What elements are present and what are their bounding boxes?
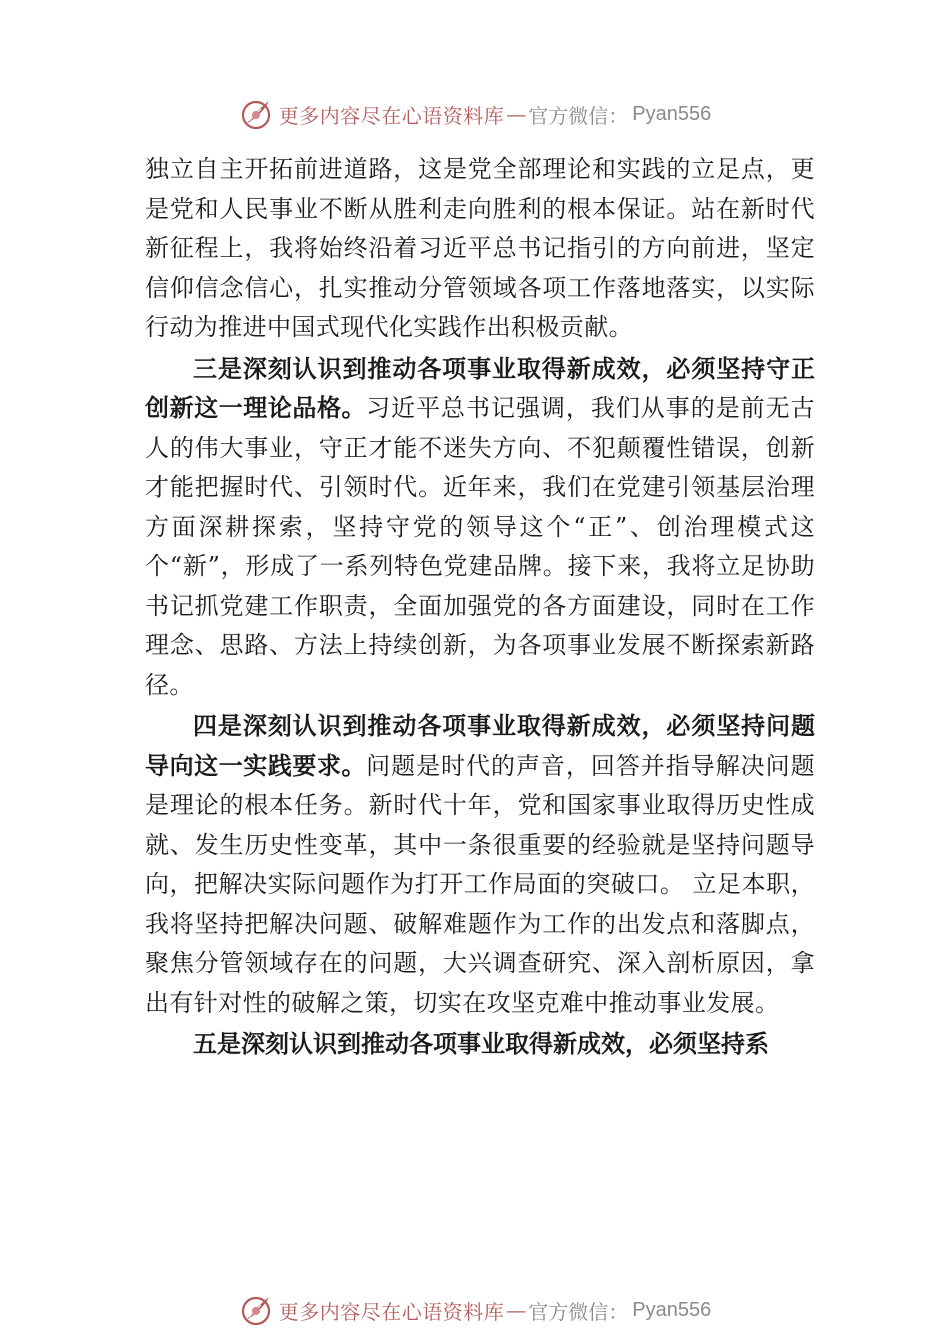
watermark-main-text: 更多内容尽在心语资料库 xyxy=(278,103,505,128)
watermark-account: Pyan556 xyxy=(632,1298,712,1321)
watermark-account: Pyan556 xyxy=(632,102,712,125)
paragraph-text: 习近平总书记强调，我们从事的是前无古人的伟大事业，守正才能不迷失方向、不犯颠覆性错误，创新才能把握时代、引领时代。近年来，我们在党建引领基层治理方面深耕探索，坚持守党的领导这个“正”、创治理模式这个“新”，形成了一系列特色党建品牌。接下来，我将立足协助书记抓党建工作职责，全面加强党的各方面建设，同时在工作理念、思路、方法上持续创新，为各项事业发展不断探索新路径。 xyxy=(145,394,815,699)
paragraph-point-five xyxy=(145,1025,815,1065)
paragraph-text: 独立自主开拓前进道路，这是党全部理论和实践的立足点，更是党和人民事业不断从胜利走向胜利的根本保证。站在新时代新征程上，我将始终沿着习近平总书记指引的方向前进，坚定信仰信念信心，扎实推动分管领域各项工作落地落实，以实际行动为推进中国式现代化实践作出积极贡献。 xyxy=(145,155,815,341)
document-body xyxy=(145,150,815,1065)
paragraph-heading: 五是深刻认识到推动各项事业取得新成效，必须坚持系 xyxy=(193,1030,769,1058)
watermark-label: 官方微信： xyxy=(528,103,629,128)
watermark-separator: — xyxy=(506,102,527,126)
paragraph-continuation xyxy=(145,150,815,348)
watermark-label: 官方微信： xyxy=(528,1299,629,1324)
quill-pen-logo-icon xyxy=(239,97,273,131)
watermark-separator: — xyxy=(506,1298,527,1322)
paragraph-heading: 三是深刻认识到推动各项事业取得新成效，必须坚持守正创新这一理论品格。 xyxy=(145,354,815,422)
paragraph-point-four xyxy=(145,707,815,1023)
quill-pen-logo-icon xyxy=(239,1293,273,1327)
paragraph-heading: 四是深刻认识到推动各项事业取得新成效，必须坚持问题导向这一实践要求。 xyxy=(145,712,815,780)
watermark-main-text: 更多内容尽在心语资料库 xyxy=(278,1299,505,1324)
paragraph-text: 问题是时代的声音，回答并指导解决问题是理论的根本任务。新时代十年，党和国家事业取得历史性成就、发生历史性变革，其中一条很重要的经验就是坚持问题导向，把解决实际问题作为打开工作局面的突破口。 立足本职，我将坚持把解决问题、破解难题作为工作的出发点和落脚点，聚焦分管领域存在的问题，大兴调查研究、深入剖析原因，拿出有针对性的破解之策，切实在攻坚克难中推动事业发展。 xyxy=(145,751,815,1017)
paragraph-point-three xyxy=(145,350,815,706)
footer-watermark xyxy=(0,1290,950,1330)
header-watermark xyxy=(0,94,950,134)
